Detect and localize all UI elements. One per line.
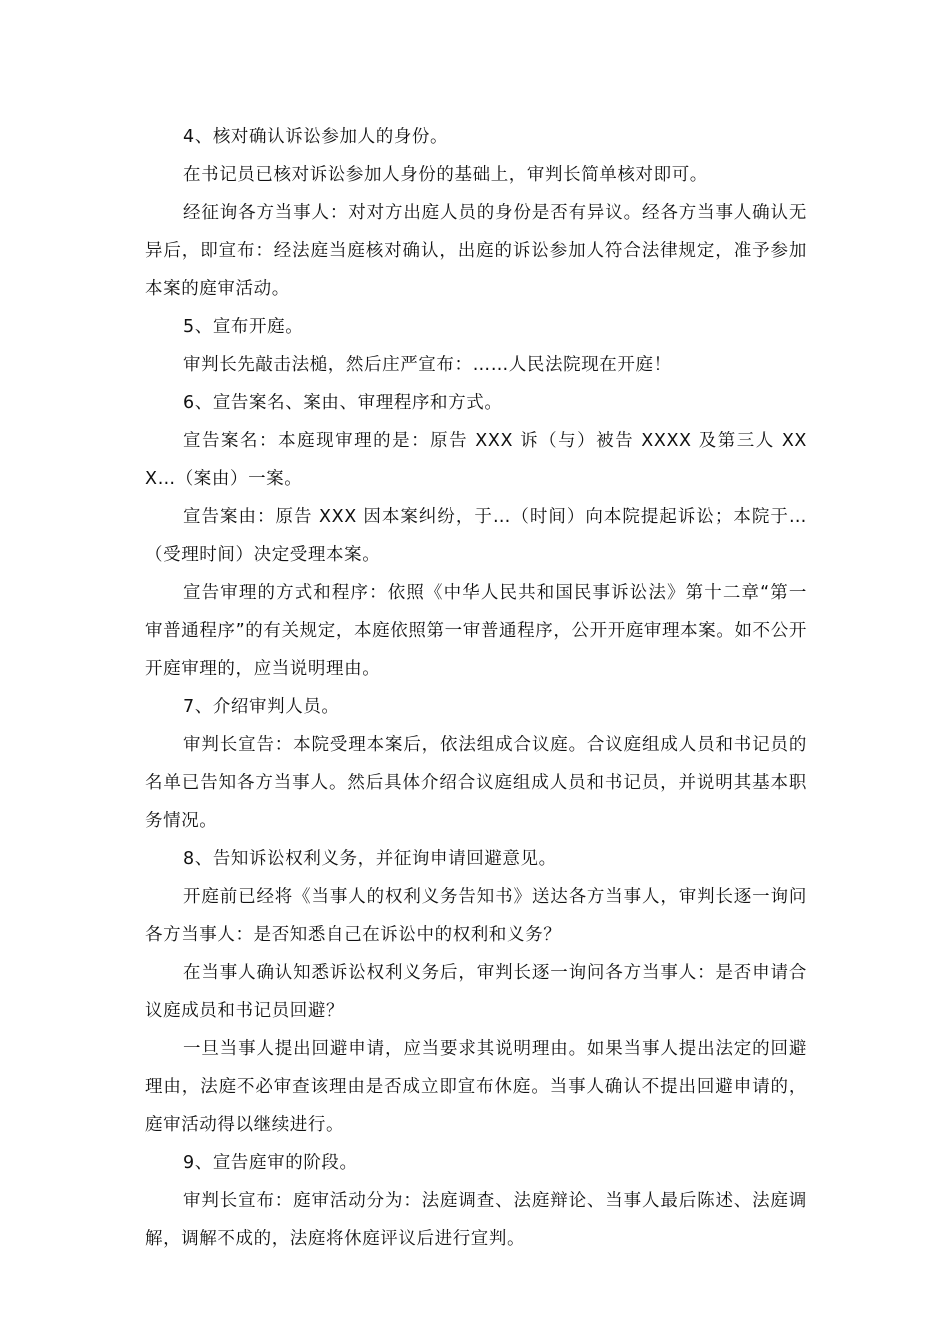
heading-verify-identity: 4、核对确认诉讼参加人的身份。 [183, 127, 449, 147]
paragraph: 一旦当事人提出回避申请，应当要求其说明理由。如果当事人提出法定的回避理由，法庭不必审查该理由是否成立即宣布休庭。当事人确认不提出回避申请的，庭审活动得以继续进行。 [145, 1039, 807, 1135]
heading-introduce-judges: 7、介绍审判人员。 [183, 697, 340, 717]
paragraph: 宣告案由：原告 XXX 因本案纠纷，于…（时间）向本院提起诉讼；本院于…（受理时间）决定受理本案。 [145, 507, 807, 565]
document-page [145, 118, 807, 1258]
paragraph: 审判长宣布：庭审活动分为：法庭调查、法庭辩论、当事人最后陈述、法庭调解，调解不成的，法庭将休庭评议后进行宣判。 [145, 1191, 807, 1249]
paragraph: 在书记员已核对诉讼参加人身份的基础上，审判长简单核对即可。 [183, 165, 708, 185]
paragraph: 审判长先敲击法槌，然后庄严宣布：……人民法院现在开庭！ [183, 355, 672, 375]
paragraph: 宣告审理的方式和程序：依照《中华人民共和国民事诉讼法》第十二章“第一审普通程序”的有关规定，本庭依照第一审普通程序，公开开庭审理本案。如不公开开庭审理的，应当说明理由。 [145, 583, 807, 679]
heading-announce-opening: 5、宣布开庭。 [183, 317, 304, 337]
paragraph: 宣告案名：本庭现审理的是：原告 XXX 诉（与）被告 XXXX 及第三人 XXX…（案由）一案。 [145, 431, 807, 489]
heading-trial-stages: 9、宣告庭审的阶段。 [183, 1153, 358, 1173]
heading-case-info: 6、宣告案名、案由、审理程序和方式。 [183, 393, 503, 413]
paragraph: 审判长宣告：本院受理本案后，依法组成合议庭。合议庭组成人员和书记员的名单已告知各方当事人。然后具体介绍合议庭组成人员和书记员，并说明其基本职务情况。 [145, 735, 807, 831]
paragraph: 经征询各方当事人：对对方出庭人员的身份是否有异议。经各方当事人确认无异后，即宣布：经法庭当庭核对确认，出庭的诉讼参加人符合法律规定，准予参加本案的庭审活动。 [145, 203, 807, 299]
paragraph: 开庭前已经将《当事人的权利义务告知书》送达各方当事人，审判长逐一询问各方当事人：是否知悉自己在诉讼中的权利和义务？ [145, 887, 807, 945]
paragraph: 在当事人确认知悉诉讼权利义务后，审判长逐一询问各方当事人：是否申请合议庭成员和书记员回避？ [145, 963, 807, 1021]
heading-rights-obligations: 8、告知诉讼权利义务，并征询申请回避意见。 [183, 849, 557, 869]
